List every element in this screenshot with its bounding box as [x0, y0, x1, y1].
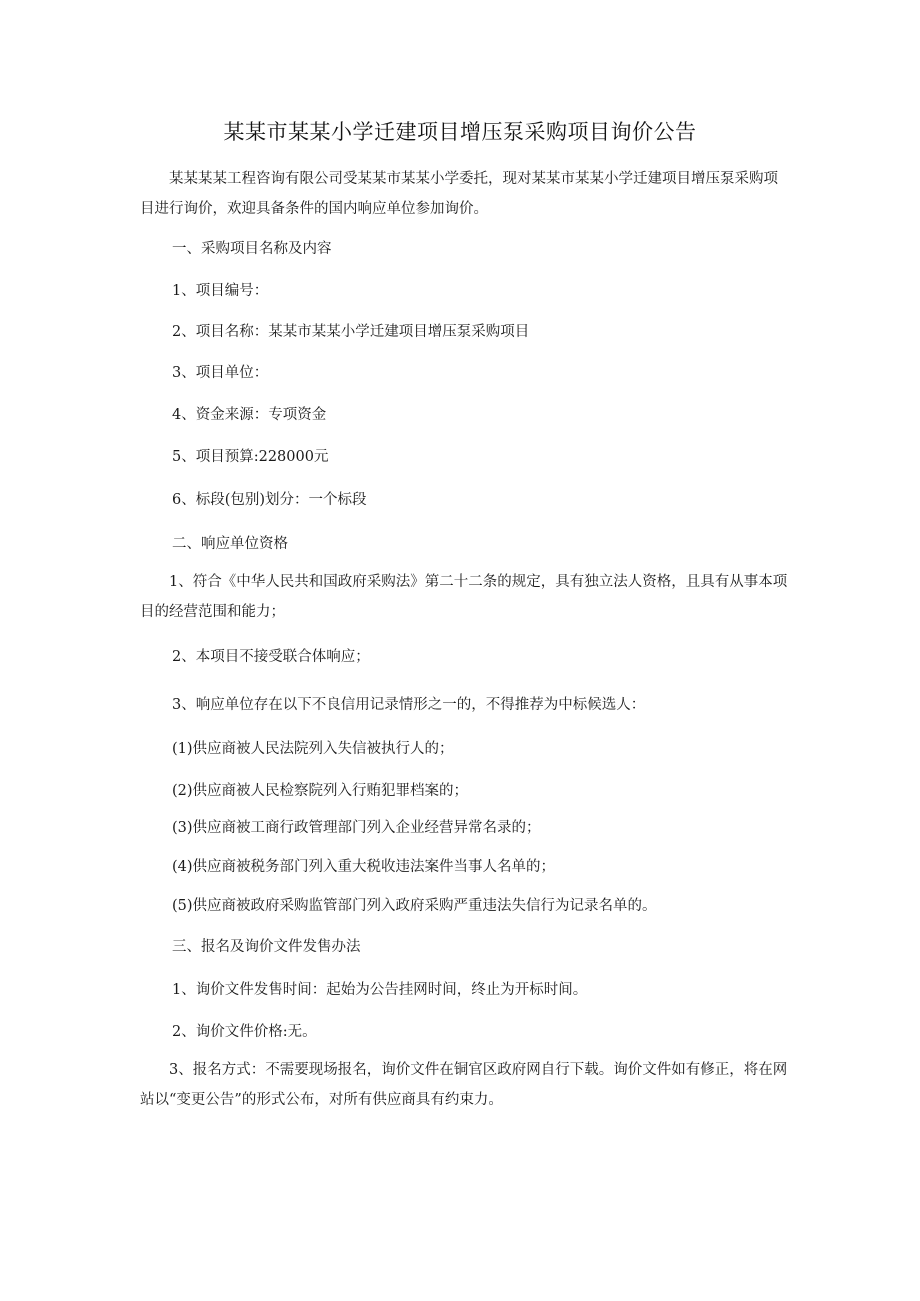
document-title: 某某市某某小学迁建项目增压泵采购项目询价公告: [223, 120, 697, 144]
document-price: 2、询价文件价格:无。: [172, 1024, 317, 1040]
qualification-item-3: 3、响应单位存在以下不良信用记录情形之一的，不得推荐为中标候选人：: [172, 697, 646, 713]
qualification-item-2-emphasis: 不接受: [239, 649, 283, 665]
lot-division: 6、标段(包别)划分：一个标段: [172, 492, 367, 508]
qualification-item-1: 1、符合《中华人民共和国政府采购法》第二十二条的规定，具有独立法人资格，且具有从事本项目的经营范围和能力；: [140, 574, 788, 620]
project-name: 2、项目名称：某某市某某小学迁建项目增压泵采购项目: [172, 324, 530, 340]
sale-time: 1、询价文件发售时间：起始为公告挂网时间，终止为开标时间。: [172, 982, 588, 998]
credit-subitem-2: (2)供应商被人民检察院列入行贿犯罪档案的；: [172, 783, 469, 799]
section-3-heading: 三、报名及询价文件发售办法: [172, 939, 361, 955]
project-number: 1、项目编号：: [172, 283, 269, 299]
qualification-item-2-suffix: 联合体响应；: [282, 649, 370, 665]
section-1-heading: 一、采购项目名称及内容: [172, 241, 332, 257]
fund-source: 4、资金来源：专项资金: [172, 407, 327, 423]
section-2-heading: 二、响应单位资格: [172, 536, 288, 552]
intro-paragraph: 某某某某工程咨询有限公司受某某市某某小学委托，现对某某市某某小学迁建项目增压泵采购项目进行询价，欢迎具备条件的国内响应单位参加询价。: [140, 171, 778, 217]
credit-subitem-5: (5)供应商被政府采购监管部门列入政府采购严重违法失信行为记录名单的。: [172, 898, 657, 914]
credit-subitem-4: (4)供应商被税务部门列入重大税收违法案件当事人名单的；: [172, 859, 556, 875]
qualification-item-2-prefix: 2、本项目: [172, 649, 240, 665]
credit-subitem-3: (3)供应商被工商行政管理部门列入企业经营异常名录的；: [172, 820, 541, 836]
project-unit: 3、项目单位：: [172, 365, 269, 381]
credit-subitem-1: (1)供应商被人民法院列入失信被执行人的；: [172, 741, 454, 757]
registration-method: 3、报名方式：不需要现场报名，询价文件在铜官区政府网自行下载。询价文件如有修正，将在网站以“变更公告”的形式公布，对所有供应商具有约束力。: [140, 1062, 788, 1108]
qualification-item-2: [172, 642, 822, 672]
project-budget: 5、项目预算:228000元: [172, 449, 329, 465]
